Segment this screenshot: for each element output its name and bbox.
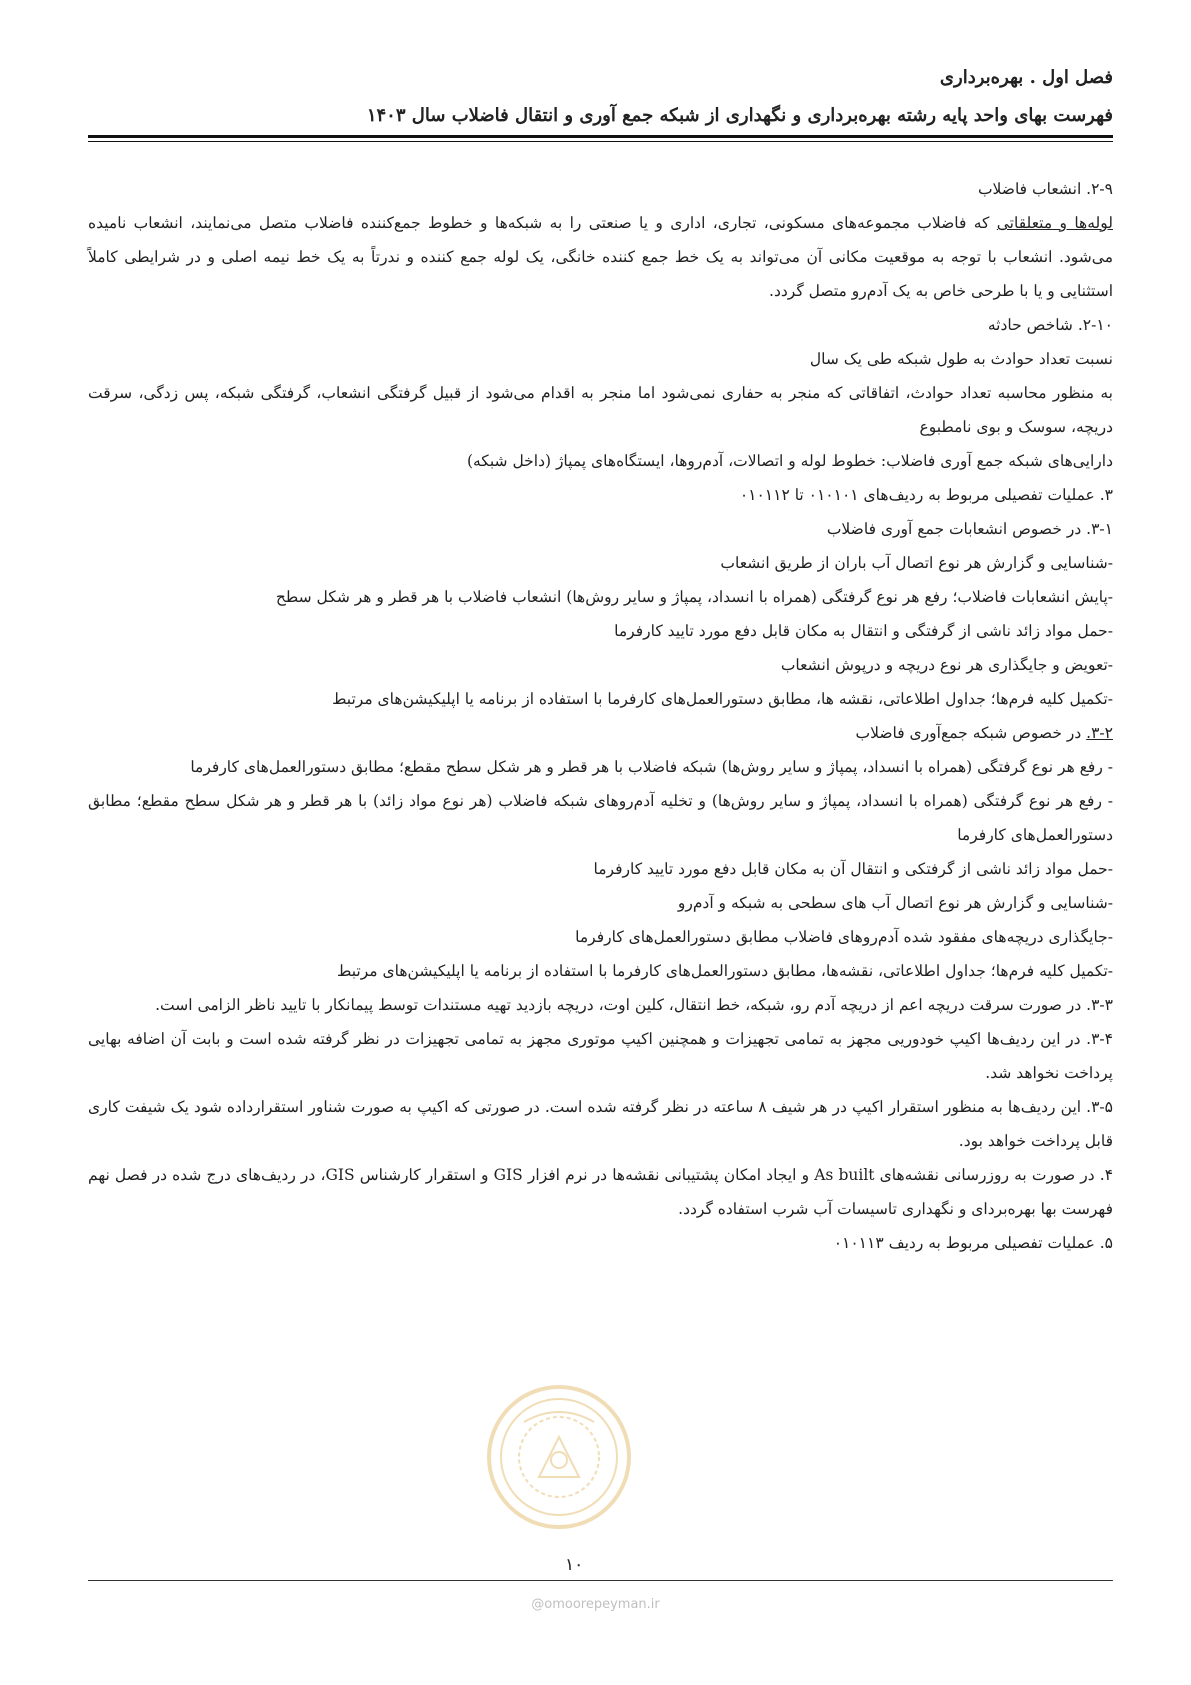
list-item: -شناسایی و گزارش هر نوع اتصال آب های سطحی به شبکه و آدم‌رو: [677, 894, 1113, 912]
paragraph: به منظور محاسبه تعداد حوادث، اتفاقاتی که منجر به حفاری نمی‌شود اما منجر به اقدام می‌شود از قبیل گرفتگی انشعاب، گرفتگی شبکه، پس زدگی، سرقت دریچه، سوسک و بوی نامطبوع: [88, 384, 1113, 436]
paragraph: دارایی‌های شبکه جمع آوری فاضلاب: خطوط لوله و اتصالات، آدم‌روها، ایستگاه‌های پمپاژ (داخل شبکه): [466, 452, 1113, 470]
paragraph: ۳-۴. در این ردیف‌ها اکیپ خودوریی مجهز به تمامی تجهیزات و همچنین اکیپ موتوری مجهز به تمامی تجهیزات در نظر گرفته شده است و بابت آن اضافه بهایی پرداخت نخواهد شد.: [88, 1030, 1113, 1082]
paragraph: ۴. در صورت به روزرسانی نقشه‌های As built و ایجاد امکان پشتیبانی نقشه‌ها در نرم افزار GIS و استقرار کارشناس GIS، در ردیف‌های درج شده در فصل نهم فهرست بها بهره‌بردای و نگهداری تاسیسات آب شرب استفاده گردد.: [88, 1166, 1114, 1218]
section-heading: ۲-۱۰. شاخص حادثه: [987, 316, 1113, 334]
underlined-text: لوله‌ها و متعلقاتی: [996, 214, 1113, 232]
section-heading: ۵. عملیات تفصیلی مربوط به ردیف ۰۱۰۱۱۳: [833, 1234, 1113, 1252]
paragraph: نسبت تعداد حوادث به طول شبکه طی یک سال: [809, 350, 1113, 368]
section-heading: [88, 716, 1113, 750]
list-item: -تکمیل کلیه فرم‌ها؛ جداول اطلاعاتی، نقشه‌ها، مطابق دستورالعمل‌های کارفرما با استفاده از برنامه یا اپلیکیشن‌های مرتبط: [337, 962, 1113, 980]
list-item: -تعویض و جایگذاری هر نوع دریچه و درپوش انشعاب: [780, 656, 1113, 674]
section-heading: ۲-۹. انشعاب فاضلاب: [977, 180, 1113, 198]
document-body: [88, 172, 1113, 1260]
heading-text: در خصوص شبکه جمع‌آوری فاضلاب: [855, 724, 1087, 742]
list-item: -پایش انشعابات فاضلاب؛ رفع هر نوع گرفتگی (همراه با انسداد، پمپاژ و سایر روش‌ها) انشعاب فاضلاب با هر قطر و هر شکل سطح: [275, 588, 1113, 606]
chapter-title: فصل اول . بهره‌برداری: [939, 67, 1113, 88]
paragraph: ۳-۵. این ردیف‌ها به منظور استقرار اکیپ در هر شیف ۸ ساعته در نظر گرفته شده است. در صورتی که اکیپ به صورت شناور استقرارداده شود یک شیفت کاری قابل پرداخت خواهد بود.: [88, 1098, 1113, 1150]
footer-rule: [88, 1580, 1113, 1581]
header-rule-thin: [88, 141, 1113, 142]
underlined-text: ۳-۲.: [1086, 724, 1113, 742]
paragraph-text: که فاضلاب مجموعه‌های مسکونی، تجاری، اداری و یا صنعتی را به شبکه‌ها و خطوط جمع‌کننده فاضلاب متصل می‌نمایند، انشعاب نامیده می‌شود. انشعاب با توجه به موقعیت مکانی آن می‌تواند به یک خط جمع کننده خانگی، یک لوله جمع کننده و ندرتاً به یک خط نیمه اصلی و در شرایطی کاملاً استثنایی و یا با طرحی خاص به یک آدم‌رو متصل گردد.: [88, 214, 1113, 300]
list-item: -شناسایی و گزارش هر نوع اتصال آب باران از طریق انشعاب: [720, 554, 1113, 572]
watermark-text: @omoorepeyman.ir: [531, 1597, 660, 1612]
list-item: -حمل مواد زائد ناشی از گرفتگی و انتقال به مکان قابل دفع مورد تایید کارفرما: [614, 622, 1113, 640]
list-item: - رفع هر نوع گرفتگی (همراه با انسداد، پمپاژ و سایر روش‌ها) و تخلیه آدم‌روهای شبکه فاضلاب (هر نوع مواد زائد) با هر قطر و هر شکل سطح مقطع؛ مطابق دستورالعمل‌های کارفرما: [88, 792, 1113, 844]
list-item: -تکمیل کلیه فرم‌ها؛ جداول اطلاعاتی، نقشه ها، مطابق دستورالعمل‌های کارفرما با استفاده از برنامه یا اپلیکیشن‌های مرتبط: [332, 690, 1113, 708]
section-heading: ۳-۱. در خصوص انشعابات جمع آوری فاضلاب: [826, 520, 1113, 538]
paragraph: ۳-۳. در صورت سرقت دریچه اعم از دریچه آدم رو، شبکه، خط انتقال، کلین اوت، دریچه بازدید تهیه مستندات توسط پیمانکار با تایید ناظر الزامی است.: [155, 996, 1113, 1014]
list-item: -حمل مواد زائد ناشی از گرفتکی و انتقال آن به مکان قابل دفع مورد تایید کارفرما: [593, 860, 1113, 878]
page-header: [88, 64, 1113, 130]
section-heading: ۳. عملیات تفصیلی مربوط به ردیف‌های ۰۱۰۱۰۱ تا ۰۱۰۱۱۲: [739, 486, 1113, 504]
paragraph: [88, 206, 1113, 308]
list-item: - رفع هر نوع گرفتگی (همراه با انسداد، پمپاژ و سایر روش‌ها) شبکه فاضلاب با هر قطر و هر شکل سطح مقطع؛ مطابق دستورالعمل‌های کارفرما: [190, 758, 1113, 776]
list-item: -جایگذاری دریچه‌های مفقود شده آدم‌روهای فاضلاب مطابق دستورالعمل‌های کارفرما: [575, 928, 1113, 946]
page-number: ۱۰: [565, 1555, 584, 1575]
document-title: فهرست بهای واحد پایه رشته بهره‌برداری و نگهداری از شبکه جمع آوری و انتقال فاضلاب سال ۱۴۰۳: [366, 105, 1113, 126]
header-rule-thick: [88, 135, 1113, 138]
seal-icon: [484, 1382, 634, 1532]
